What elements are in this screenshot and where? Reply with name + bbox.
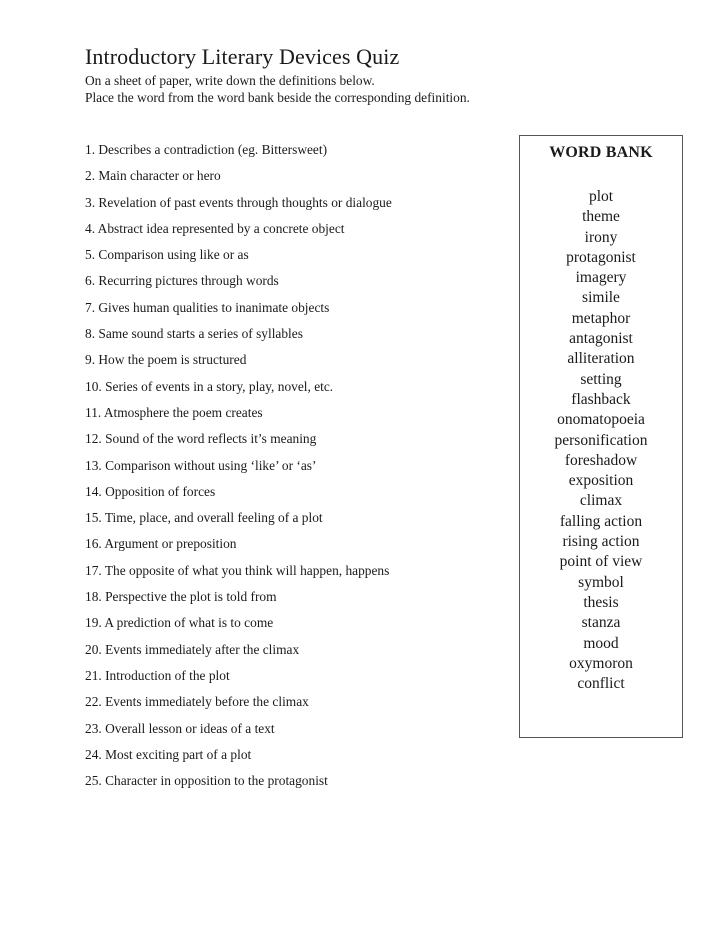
word-bank-item: theme: [582, 208, 620, 226]
question-item: 16. Argument or preposition: [85, 536, 237, 552]
question-item: 21. Introduction of the plot: [85, 667, 230, 683]
word-bank-item: metaphor: [571, 309, 631, 327]
page-title: Introductory Literary Devices Quiz: [85, 44, 400, 69]
word-bank-item: alliteration: [567, 350, 635, 368]
question-item: 20. Events immediately after the climax: [85, 641, 300, 657]
question-item: 8. Same sound starts a series of syllables: [85, 326, 303, 342]
instruction-line: On a sheet of paper, write down the definitions below.: [85, 73, 375, 88]
word-bank-item: climax: [579, 492, 623, 510]
question-item: 17. The opposite of what you think will happen, happens: [85, 562, 390, 578]
word-bank-item: imagery: [575, 269, 627, 287]
word-bank-item: exposition: [568, 472, 634, 490]
word-bank-item: oxymoron: [569, 654, 633, 672]
question-item: 22. Events immediately before the climax: [85, 694, 309, 710]
question-item: 13. Comparison without using ‘like’ or ‘as’: [85, 457, 317, 473]
word-bank-item: symbol: [578, 573, 624, 591]
word-bank-item: rising action: [562, 533, 640, 551]
question-item: 5. Comparison using like or as: [85, 247, 249, 263]
word-bank-item: flashback: [571, 390, 631, 408]
word-bank-item: thesis: [583, 593, 619, 611]
question-item: 4. Abstract idea represented by a concrete object: [85, 220, 345, 236]
question-item: 7. Gives human qualities to inanimate objects: [85, 299, 330, 315]
question-item: 12. Sound of the word reflects it’s meaning: [85, 431, 317, 447]
word-bank-item: plot: [588, 188, 614, 205]
word-bank-item: irony: [584, 228, 618, 246]
question-item: 6. Recurring pictures through words: [85, 273, 279, 289]
question-item: 19. A prediction of what is to come: [85, 615, 274, 631]
word-bank-list: [520, 187, 682, 694]
word-bank-item: stanza: [581, 614, 621, 632]
question-item: 3. Revelation of past events through thoughts or dialogue: [85, 194, 392, 210]
word-bank-item: foreshadow: [564, 451, 638, 469]
question-item: 2. Main character or hero: [85, 168, 221, 184]
word-bank-item: antagonist: [569, 330, 633, 348]
question-item: 18. Perspective the plot is told from: [85, 589, 277, 605]
question-item: 23. Overall lesson or ideas of a text: [85, 720, 275, 736]
question-item: 1. Describes a contradiction (eg. Bittersweet): [85, 142, 328, 157]
question-item: 24. Most exciting part of a plot: [85, 746, 252, 762]
word-bank-item: onomatopoeia: [557, 411, 645, 429]
word-bank-title: WORD BANK: [549, 144, 653, 161]
question-item: 11. Atmosphere the poem creates: [85, 404, 263, 420]
word-bank-item: conflict: [577, 675, 625, 693]
question-item: 9. How the poem is structured: [85, 352, 247, 368]
word-bank-item: personification: [554, 431, 648, 449]
instructions: [85, 72, 470, 106]
word-bank-item: simile: [582, 289, 620, 307]
question-list: [85, 141, 392, 798]
instruction-line: Place the word from the word bank beside the corresponding definition.: [85, 90, 470, 105]
word-bank-box: [519, 135, 683, 738]
question-item: 15. Time, place, and overall feeling of a plot: [85, 510, 323, 526]
question-item: 10. Series of events in a story, play, novel, etc.: [85, 378, 334, 394]
word-bank-item: point of view: [559, 553, 643, 571]
question-item: 25. Character in opposition to the protagonist: [85, 773, 328, 789]
word-bank-item: mood: [583, 634, 619, 652]
word-bank-item: falling action: [559, 512, 643, 530]
word-bank-item: protagonist: [566, 248, 636, 266]
word-bank-item: setting: [580, 370, 622, 388]
question-item: 14. Opposition of forces: [85, 483, 216, 499]
